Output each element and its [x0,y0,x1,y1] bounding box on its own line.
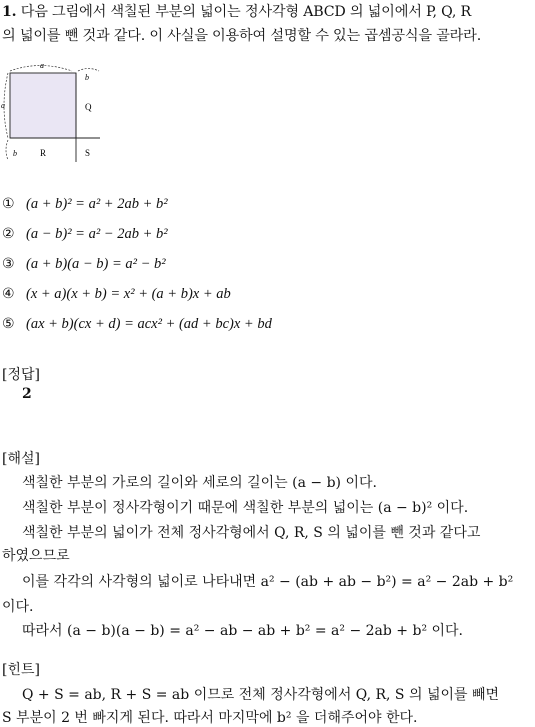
label-q: Q [85,102,92,112]
brace-left-b [6,140,8,160]
choice-2[interactable] [2,226,168,243]
question-number: 1. [2,4,17,20]
choice-4-number: ④ [2,286,15,302]
choice-2-number: ② [2,226,15,242]
label-a-top: a [40,62,44,70]
explanation-p3b: 하였으므로 [2,548,70,564]
question-text-1: 다음 그림에서 색칠된 부분의 넓이는 정사각형 ABCD 의 넓이에서 P, Q, R [20,4,471,20]
explanation-p4b: 이다. [2,599,34,615]
brace-top-b [78,69,99,72]
choice-3-number: ③ [2,256,15,272]
answer-heading: [정답] [2,367,40,383]
hint-line-2: S 부분이 2 번 빠지게 된다. 따라서 마지막에 b² 을 더해주어야 한다. [2,710,418,726]
explanation-heading: [해설] [2,451,40,467]
choice-4-text: (x + a)(x + b) = x² + (a + b)x + ab [26,286,231,302]
choice-2-text: (a − b)² = a² − 2ab + b² [26,226,168,242]
shaded-square [10,73,76,138]
choice-4[interactable] [2,286,231,303]
label-b-bottom: b [13,149,17,158]
choice-3-text: (a + b)(a − b) = a² − b² [26,256,166,272]
question-line-1 [2,2,471,22]
explanation-p5: 따라서 (a − b)(a − b) = a² − ab − ab + b² = a² − 2ab + b² 이다. [22,623,464,639]
label-r: R [40,148,47,158]
explanation-p2: 색칠한 부분이 정사각형이기 때문에 색칠한 부분의 넓이는 (a − b)² 이다. [22,500,469,516]
choice-3[interactable] [2,256,166,273]
choice-1-number: ① [2,196,15,212]
choice-5-number: ⑤ [2,316,15,332]
square-diagram [0,62,110,172]
choice-1[interactable] [2,196,168,213]
choice-5-text: (ax + b)(cx + d) = acx² + (ad + bc)x + bd [26,316,272,332]
explanation-p1: 색칠한 부분의 가로의 길이와 세로의 길이는 (a − b) 이다. [22,475,377,491]
answer-value: 2 [22,386,32,402]
label-b-top: b [85,73,89,82]
explanation-p4a: 이를 각각의 사각형의 넓이로 나타내면 a² − (ab + ab − b²) = a² − 2ab + b² [22,574,514,590]
question-line-2: 의 넓이를 뺀 것과 같다. 이 사실을 이용하여 설명할 수 있는 곱셈공식을 골라라. [2,28,481,44]
label-s: S [85,148,91,158]
explanation-p3a: 색칠한 부분의 넓이가 전체 정사각형에서 Q, R, S 의 넓이를 뺀 것과 같다고 [22,525,481,541]
hint-heading: [힌트] [2,662,40,678]
choice-1-text: (a + b)² = a² + 2ab + b² [26,196,168,212]
hint-line-1: Q + S = ab, R + S = ab 이므로 전체 정사각형에서 Q, R, S 의 넓이를 빼면 [22,687,500,703]
label-a-left: a [1,101,5,110]
choice-5[interactable] [2,316,272,333]
